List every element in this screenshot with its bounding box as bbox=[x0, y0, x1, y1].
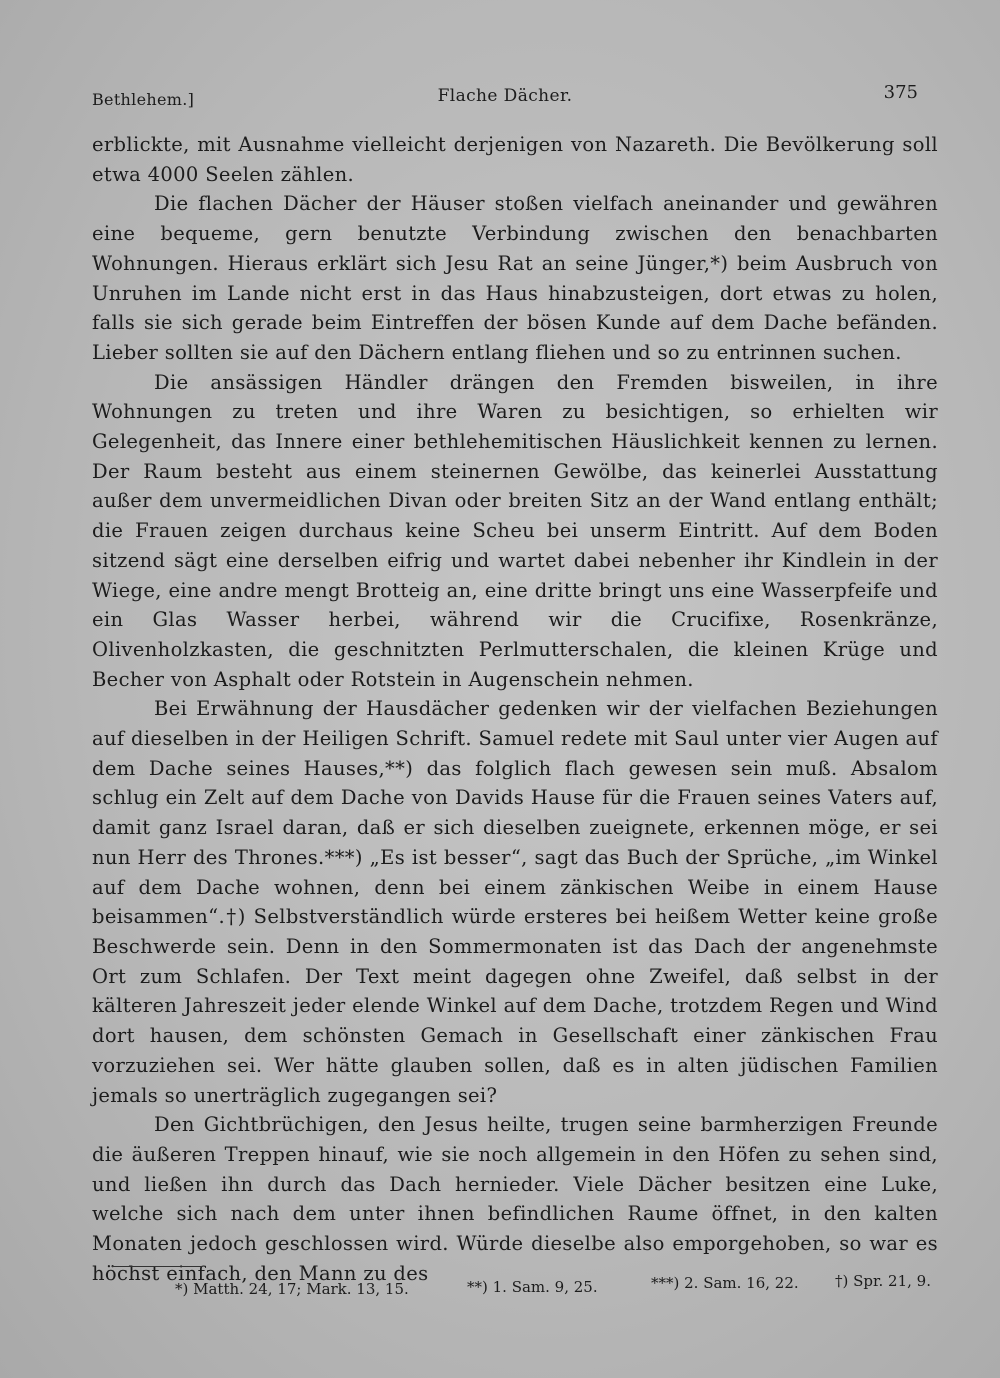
header-left: Bethlehem.] bbox=[92, 90, 195, 109]
paragraph: Bei Erwähnung der Hausdächer gedenken wir der vielfachen Beziehungen auf dieselben in der Heiligen Schrift. Samuel redete mit Saul unter vier Augen auf dem Dache seines Hauses,**) das folglich flach gewesen sein muß. Absalom schlug ein Zelt auf dem Dache von Davids Hause für die Frauen seines Vaters auf, damit ganz Israel daran, daß er sich dieselben zueignete, erkennen möge, er sei nun Herr des Thrones.***) „Es ist besser“, sagt das Buch der Sprüche, „im Winkel auf dem Dache wohnen, denn bei einem zänkischen Weibe in einem Hause beisammen“.†) Selbstverständlich würde ersteres bei heißem Wetter keine große Beschwerde sein. Denn in den Sommermonaten ist das Dach der angenehmste Ort zum Schlafen. Der Text meint dagegen ohne Zweifel, daß selbst in der kälteren Jahreszeit jeder elende Winkel auf dem Dache, trotzdem Regen und Wind dort hausen, dem schönsten Gemach in Gesellschaft einer zänkischen Frau vorzuziehen sei. Wer hätte glauben sollen, daß es in alten jüdischen Familien jemals so unerträglich zugegangen sei? bbox=[92, 697, 938, 1107]
page-number: 375 bbox=[883, 82, 918, 103]
header-title: Flache Dächer. bbox=[437, 86, 573, 106]
footnote: †) Spr. 21, 9. bbox=[835, 1272, 931, 1290]
footnote-divider bbox=[112, 1266, 202, 1267]
footnote: *) Matth. 24, 17; Mark. 13, 15. bbox=[175, 1280, 409, 1298]
paragraph: Die flachen Dächer der Häuser stoßen vielfach aneinander und gewähren eine bequeme, gern benutzte Verbindung zwischen den benachbarten Wohnungen. Hieraus erklärt sich Jesu Rat an seine Jünger,*) beim Ausbruch von Unruhen im Lande nicht erst in das Haus hinabzusteigen, dort etwas zu holen, falls sie sich gerade beim Eintreffen der bösen Kunde auf dem Dache befänden. Lieber sollten sie auf den Dächern entlang fliehen und so zu entrinnen suchen. bbox=[92, 192, 938, 364]
paragraph: Den Gichtbrüchigen, den Jesus heilte, trugen seine barmherzigen Freunde die äußeren Treppen hinauf, wie sie noch allgemein in den Höfen zu sehen sind, und ließen ihn durch das Dach hernieder. Viele Dächer besitzen eine Luke, welche sich nach dem unter ihnen befindlichen Raume öffnet, in den kalten Monaten jedoch geschlossen wird. Würde dieselbe also emporgehoben, so war es höchst einfach, den Mann zu des bbox=[92, 1113, 938, 1285]
footnote: **) 1. Sam. 9, 25. bbox=[467, 1278, 598, 1296]
paragraph: Die ansässigen Händler drängen den Fremden bisweilen, in ihre Wohnungen zu treten und ihre Waren zu besichtigen, so erhielten wir Gelegenheit, das Innere einer bethlehemitischen Häuslichkeit kennen zu lernen. Der Raum besteht aus einem steinernen Gewölbe, das keinerlei Ausstattung außer dem unvermeidlichen Divan oder breiten Sitz an der Wand entlang enthält; die Frauen zeigen durchaus keine Scheu bei unserm Eintritt. Auf dem Boden sitzend sägt eine derselben eifrig und wartet dabei nebenher ihr Kindlein in der Wiege, eine andre mengt Brotteig an, eine dritte bringt uns eine Wasserpfeife und ein Glas Wasser herbei, während wir die Crucifixe, Rosenkränze, Olivenholzkasten, die geschnitzten Perlmutterschalen, die kleinen Krüge und Becher von Asphalt oder Rotstein in Augenschein nehmen. bbox=[92, 370, 938, 691]
body-text bbox=[92, 130, 938, 1288]
paragraph: erblickte, mit Ausnahme vielleicht derjenigen von Nazareth. Die Bevölkerung soll etwa 4000 Seelen zählen. bbox=[92, 133, 938, 186]
footnote: ***) 2. Sam. 16, 22. bbox=[651, 1274, 799, 1292]
running-header bbox=[92, 82, 918, 112]
footnotes bbox=[175, 1272, 940, 1302]
